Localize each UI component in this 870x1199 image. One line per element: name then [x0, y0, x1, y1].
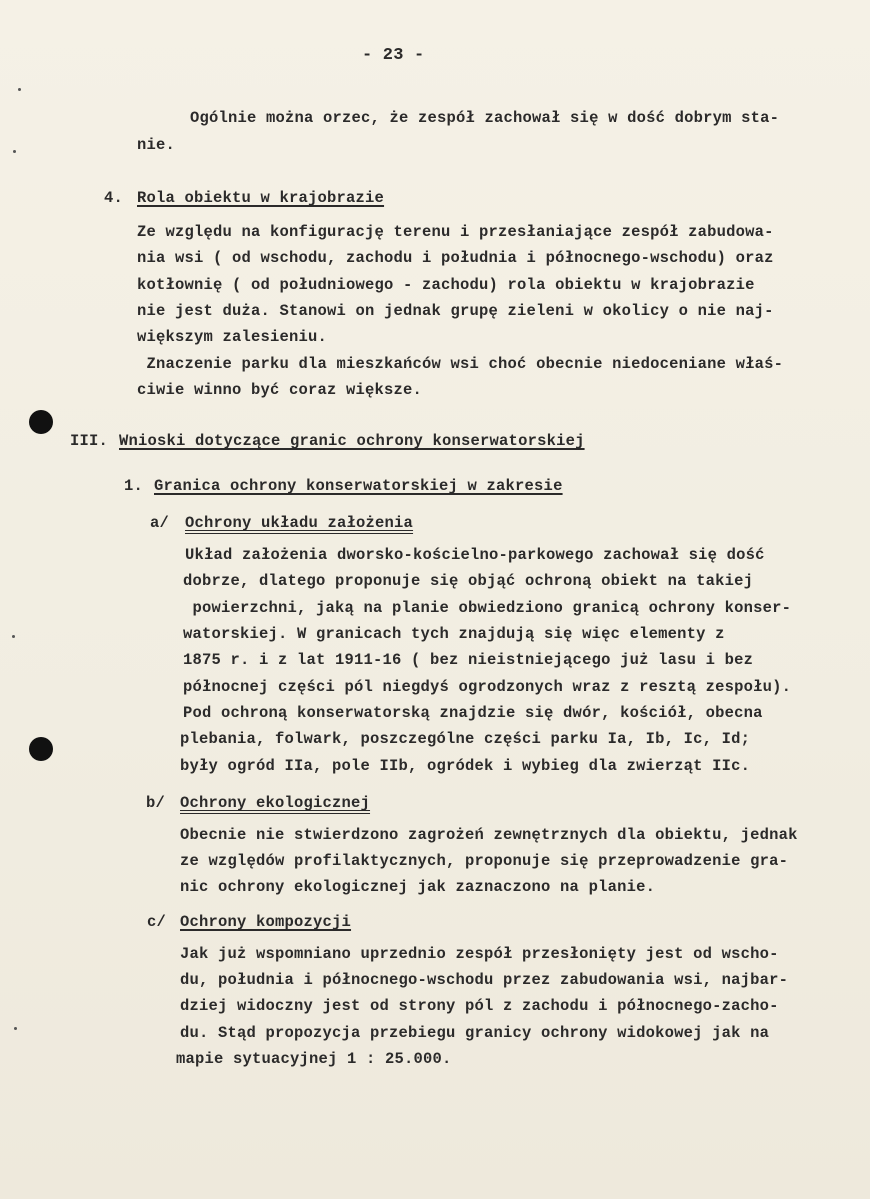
item-a-line: 1875 r. i z lat 1911-16 ( bez nieistniejącego już lasu i bez [183, 651, 754, 669]
punch-hole-bottom [29, 737, 53, 761]
section-4-line: ciwie winno być coraz większe. [137, 381, 423, 399]
item-b-line: ze względów profilaktycznych, proponuje się przeprowadzenie gra- [180, 852, 789, 870]
page-number: - 23 - [362, 46, 425, 65]
item-b-title: Ochrony ekologicznej [180, 794, 371, 812]
intro-line-1: Ogólnie można orzec, że zespół zachował się w dość dobrym sta- [190, 109, 780, 127]
item-b-label: b/ [146, 794, 166, 812]
item-c-label: c/ [147, 913, 167, 931]
subsection-1-title: Granica ochrony konserwatorskiej w zakresie [154, 477, 563, 495]
section-4-line: nia wsi ( od wschodu, zachodu i południa i północnego-wschodu) oraz [137, 249, 774, 267]
margin-speck [12, 635, 15, 638]
margin-speck [18, 88, 21, 91]
item-c-line: Jak już wspomniano uprzednio zespół przesłonięty jest od wscho- [180, 945, 779, 963]
item-b-line: nic ochrony ekologicznej jak zaznaczono na planie. [180, 878, 656, 896]
section-4-title: Rola obiektu w krajobrazie [137, 189, 385, 207]
item-a-line: północnej części pól niegdyś ogrodzonych wraz z resztą zespołu). [183, 678, 792, 696]
section-iii-title: Wnioski dotyczące granic ochrony konserwatorskiej [119, 432, 585, 450]
section-iii-number: III. [70, 432, 109, 450]
item-a-line: watorskiej. W granicach tych znajdują się więc elementy z [183, 625, 725, 643]
item-b-line: Obecnie nie stwierdzono zagrożeń zewnętrznych dla obiektu, jednak [180, 826, 798, 844]
item-c-line: dziej widoczny jest od strony pól z zachodu i północnego-zacho- [180, 997, 779, 1015]
section-4-line: kotłownię ( od południowego - zachodu) rola obiektu w krajobrazie [137, 276, 755, 294]
item-c-line: du, południa i północnego-wschodu przez zabudowania wsi, najbar- [180, 971, 789, 989]
item-a-line: plebania, folwark, poszczególne części parku Ia, Ib, Ic, Id; [180, 730, 751, 748]
punch-hole-top [29, 410, 53, 434]
item-a-line: dobrze, dlatego proponuje się objąć ochroną obiekt na takiej [183, 572, 754, 590]
subsection-1-number: 1. [124, 477, 144, 495]
section-4-line: większym zalesieniu. [137, 328, 328, 346]
section-4-number: 4. [104, 189, 124, 207]
section-4-line: Znaczenie parku dla mieszkańców wsi choć obecnie niedoceniane właś- [137, 355, 784, 373]
item-a-line: powierzchni, jaką na planie obwiedziono granicą ochrony konser- [183, 599, 792, 617]
item-a-line: były ogród IIa, pole IIb, ogródek i wybieg dla zwierząt IIc. [180, 757, 751, 775]
item-c-title: Ochrony kompozycji [180, 913, 352, 931]
item-a-title: Ochrony układu założenia [185, 514, 414, 532]
margin-speck [13, 150, 16, 153]
item-c-line: mapie sytuacyjnej 1 : 25.000. [176, 1050, 452, 1068]
item-a-line: Układ założenia dworsko-kościelno-parkowego zachował się dość [185, 546, 765, 564]
section-4-line: Ze względu na konfigurację terenu i przesłaniające zespół zabudowa- [137, 223, 774, 241]
margin-speck [14, 1027, 17, 1030]
section-4-line: nie jest duża. Stanowi on jednak grupę zieleni w okolicy o nie naj- [137, 302, 774, 320]
item-c-line: du. Stąd propozycja przebiegu granicy ochrony widokowej jak na [180, 1024, 770, 1042]
item-a-line: Pod ochroną konserwatorską znajdzie się dwór, kościół, obecna [183, 704, 763, 722]
item-a-label: a/ [150, 514, 170, 532]
intro-line-2: nie. [137, 136, 176, 154]
